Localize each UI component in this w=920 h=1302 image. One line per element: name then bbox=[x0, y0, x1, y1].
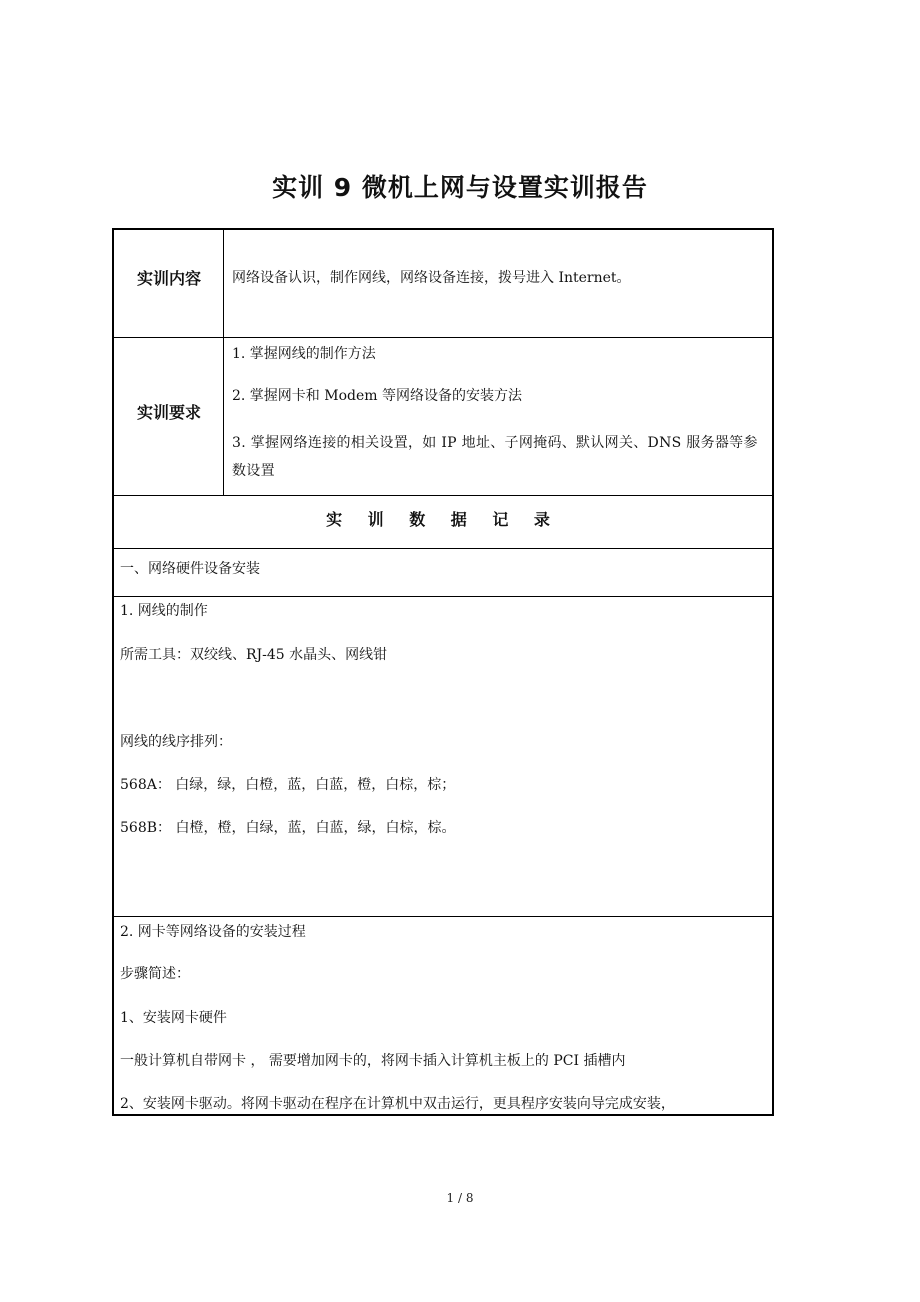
requirement-1: 1. 掌握网线的制作方法 bbox=[232, 346, 376, 362]
content-label: 实训内容 bbox=[136, 269, 201, 288]
t568a-order: 568A： 白绿，绿，白橙，蓝，白蓝，橙，白棕，棕； bbox=[120, 777, 456, 793]
nic-install-title: 2. 网卡等网络设备的安装过程 bbox=[120, 924, 306, 940]
step-1-description: 一般计算机自带网卡 ， 需要增加网卡的，将网卡插入计算机主板上的 PCI 插槽内 bbox=[120, 1053, 626, 1069]
step-2: 2、安装网卡驱动。将网卡驱动在程序在计算机中双击运行，更具程序安装向导完成安装， bbox=[120, 1096, 675, 1112]
report-title: 实训 9 微机上网与设置实训报告 bbox=[272, 173, 648, 202]
requirements-label: 实训要求 bbox=[136, 403, 201, 422]
requirement-2: 2. 掌握网卡和 Modem 等网络设备的安装方法 bbox=[232, 388, 522, 404]
section1-heading: 一、网络硬件设备安装 bbox=[120, 561, 260, 577]
cable-making-title: 1. 网线的制作 bbox=[120, 603, 208, 619]
t568b-order: 568B： 白橙，橙，白绿，蓝，白蓝，绿，白棕，棕。 bbox=[120, 820, 456, 836]
content-text: 网络设备认识，制作网线，网络设备连接，拨号进入 Internet。 bbox=[232, 270, 631, 286]
row-divider bbox=[114, 548, 772, 549]
page-number: 1 / 8 bbox=[446, 1191, 474, 1205]
requirement-3: 3. 掌握网络连接的相关设置，如 IP 地址、子网掩码、默认网关、DNS 服务器等参数设置 bbox=[232, 435, 758, 479]
steps-label: 步骤简述： bbox=[120, 966, 190, 982]
tools-text: 所需工具：双绞线、RJ-45 水晶头、网线钳 bbox=[120, 647, 388, 663]
wire-order-title: 网线的线序排列： bbox=[120, 734, 232, 750]
record-header: 实 训 数 据 记 录 bbox=[326, 510, 560, 529]
row-divider bbox=[114, 495, 772, 496]
report-table bbox=[112, 228, 774, 1116]
row-divider bbox=[114, 916, 772, 917]
row-divider bbox=[114, 337, 772, 338]
row-divider bbox=[114, 596, 772, 597]
step-1: 1、安装网卡硬件 bbox=[120, 1010, 227, 1026]
